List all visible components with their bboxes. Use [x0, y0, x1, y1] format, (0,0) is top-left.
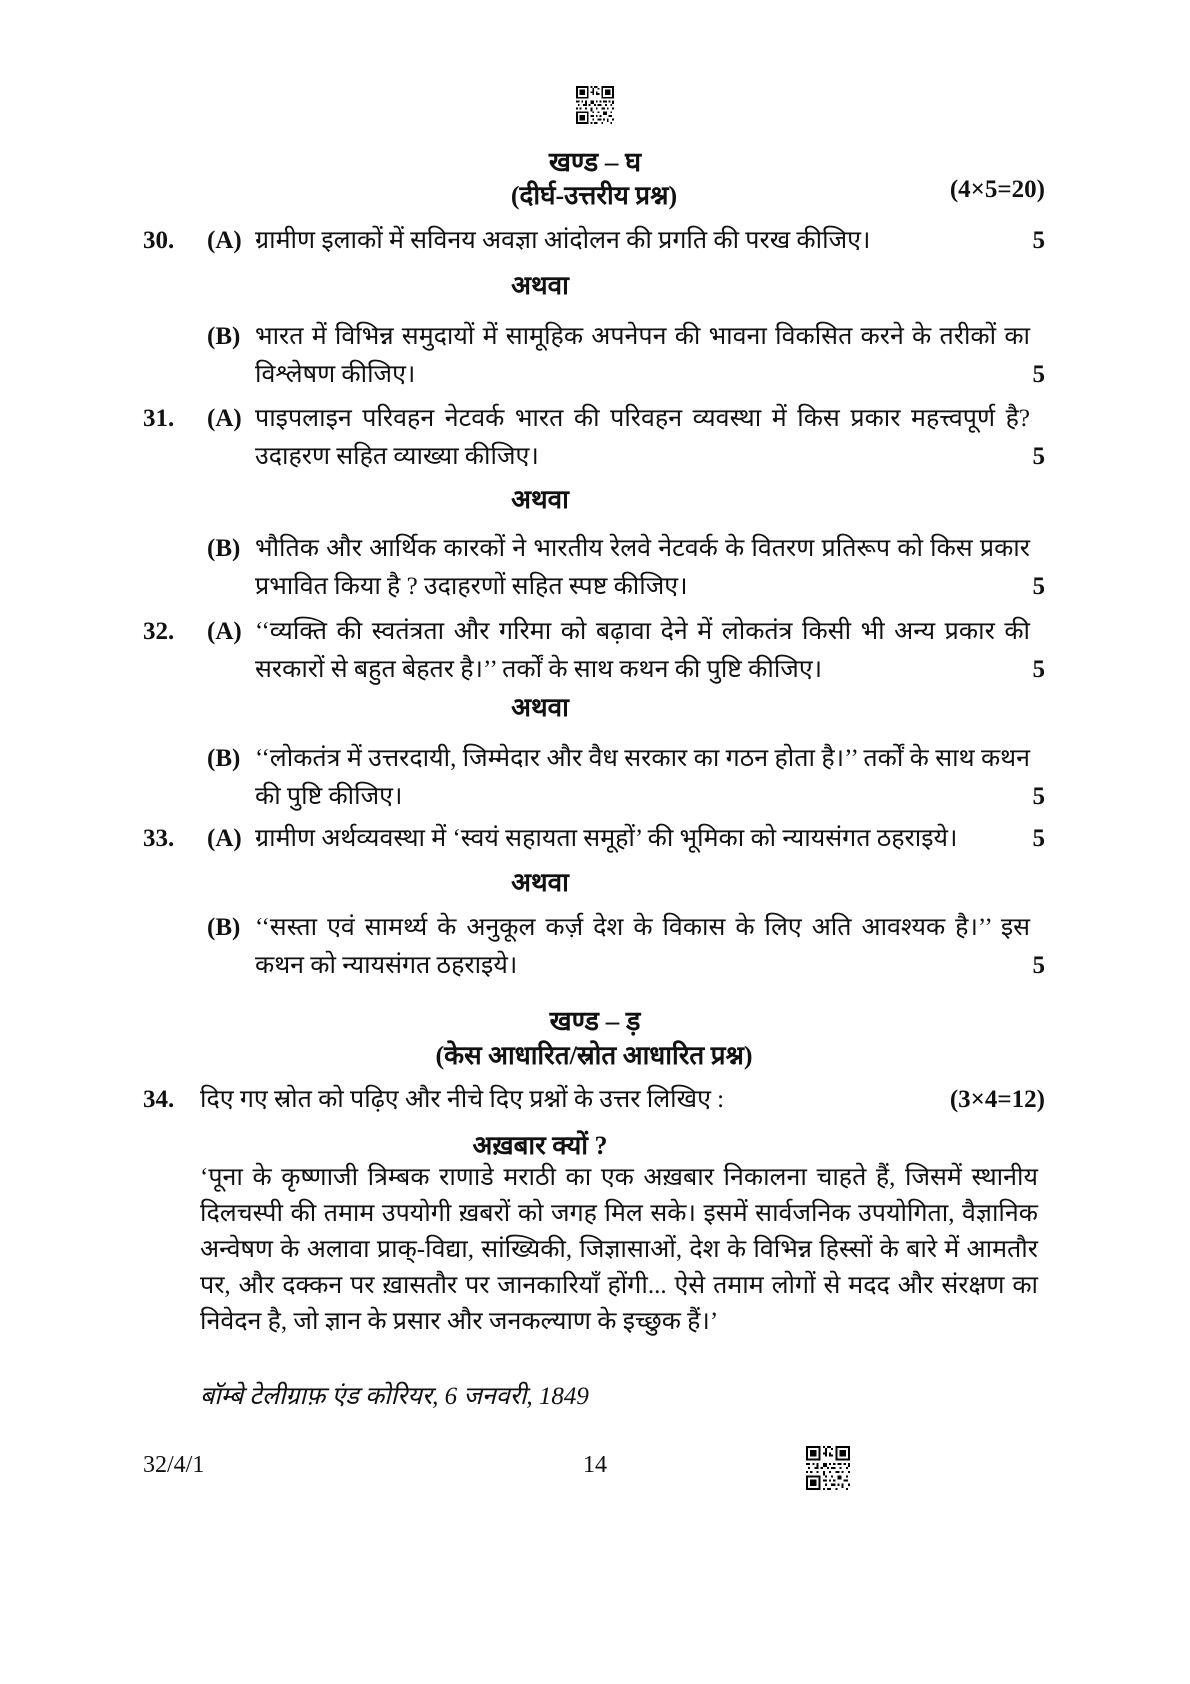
question-text: ग्रामीण अर्थव्यवस्था में ‘स्वयं सहायता समूहों’ की भूमिका को न्यायसंगत ठहराइये। — [255, 825, 958, 852]
question-text: भारत में विभिन्न समुदायों में सामूहिक अपनेपन की भावना विकसित करने के तरीकों का विश्लेषण कीजिए। — [255, 323, 1030, 388]
question-number: 33. — [143, 825, 175, 852]
question-text: ‘‘व्यक्ति की स्वतंत्रता और गरिमा को बढ़ावा देने में लोकतंत्र किसी भी अन्य प्रकार की सरकारों से बहुत बेहतर है।’’ तर्कों के साथ कथन की पुष्टि कीजिए। — [255, 618, 1030, 683]
question-number: 31. — [143, 405, 175, 432]
or-separator: अथवा — [511, 271, 569, 300]
question-32-part-a — [143, 613, 1045, 689]
passage-title: अख़बार क्यों ? — [472, 1131, 608, 1160]
question-number: 32. — [143, 618, 175, 645]
or-separator: अथवा — [511, 485, 569, 514]
passage-text: ‘पूना के कृष्णाजी त्रिम्बक राणाडे मराठी का एक अख़बार निकालना चाहते हैं, जिसमें स्थानीय दिलचस्पी की तमाम उपयोगी ख़बरों को जगह मिल सके। इसमें सार्वजनिक उपयोगिता, वैज्ञानिक अन्वेषण के अलावा प्राक्-विद्या, सांख्यिकी, जिज्ञासाओं, देश के विभिन्न हिस्सों के बारे में आमतौर पर, और दक्कन पर ख़ासतौर पर जानकारियाँ होंगी... ऐसे तमाम लोगों से मदद और संरक्षण का निवेदन है, जो ज्ञान के प्रसार और जनकल्याण के इच्छुक हैं।’ — [200, 1164, 1038, 1335]
question-32-part-b — [143, 740, 1045, 816]
marks-value: 5 — [1032, 783, 1045, 810]
marks-value: 5 — [1032, 361, 1045, 388]
part-label: (A) — [207, 405, 242, 432]
qr-code — [806, 1446, 850, 1490]
question-31-part-a — [143, 400, 1045, 476]
question-text: ‘‘लोकतंत्र में उत्तरदायी, जिम्मेदार और वैध सरकार का गठन होता है।’’ तर्कों के साथ कथन की पुष्टि कीजिए। — [255, 745, 1030, 810]
marks-value: 5 — [1032, 227, 1045, 254]
part-label: (B) — [207, 745, 241, 772]
qr-code — [576, 86, 614, 124]
passage-source: बॉम्बे टेलीग्राफ़ एंड कोरियर, 6 जनवरी, 1849 — [200, 1383, 589, 1410]
question-text: ग्रामीण इलाकों में सविनय अवज्ञा आंदोलन की प्रगति की परख कीजिए। — [255, 227, 871, 254]
marks-value: 5 — [1032, 952, 1045, 979]
section-gha-marks-note: (4×5=20) — [949, 176, 1045, 203]
question-text: ‘‘सस्ता एवं सामर्थ्य के अनुकूल कर्ज़ देश के विकास के लिए अति आवश्यक है।’’ इस कथन को न्यायसंगत ठहराइये। — [255, 914, 1030, 979]
section-nga-subtitle: (केस आधारित/स्रोत आधारित प्रश्न) — [435, 1041, 753, 1070]
question-31-part-b — [143, 530, 1045, 606]
section-gha-title: खण्ड – घ — [548, 147, 642, 177]
part-label: (A) — [207, 825, 242, 852]
question-30-part-a — [143, 222, 1045, 260]
section-gha-subtitle: (दीर्घ-उत्तरीय प्रश्न) — [510, 181, 678, 210]
marks-value: 5 — [1032, 825, 1045, 852]
section-nga-title: खण्ड – ड़ — [549, 1006, 641, 1036]
question-text: पाइपलाइन परिवहन नेटवर्क भारत की परिवहन व्यवस्था में किस प्रकार महत्त्वपूर्ण है? उदाहरण सहित व्याख्या कीजिए। — [255, 405, 1030, 470]
question-number: 34. — [143, 1086, 175, 1113]
part-label: (A) — [207, 618, 242, 645]
marks-value: 5 — [1032, 573, 1045, 600]
question-text: भौतिक और आर्थिक कारकों ने भारतीय रेलवे नेटवर्क के वितरण प्रतिरूप को किस प्रकार प्रभावित किया है ? उदाहरणों सहित स्पष्ट कीजिए। — [255, 535, 1030, 600]
marks-value: 5 — [1032, 443, 1045, 470]
part-label: (B) — [207, 914, 241, 941]
or-separator: अथवा — [511, 693, 569, 722]
question-text: दिए गए स्रोत को पढ़िए और नीचे दिए प्रश्नों के उत्तर लिखिए : — [200, 1086, 725, 1113]
question-33-part-b — [143, 909, 1045, 985]
question-number: 30. — [143, 227, 175, 254]
question-30-part-b — [143, 318, 1045, 394]
part-label: (B) — [207, 323, 241, 350]
or-separator: अथवा — [511, 868, 569, 897]
question-34 — [143, 1081, 1045, 1119]
part-label: (A) — [207, 227, 242, 254]
paper-code: 32/4/1 — [143, 1452, 205, 1478]
question-33-part-a — [143, 820, 1045, 858]
part-label: (B) — [207, 535, 241, 562]
section-gha-subtitle-row — [143, 176, 1045, 212]
page-number: 14 — [583, 1452, 607, 1478]
marks-value: 5 — [1032, 656, 1045, 683]
question-34-marks-note: (3×4=12) — [949, 1086, 1045, 1113]
section-nga-subtitle-row — [143, 1036, 1045, 1072]
